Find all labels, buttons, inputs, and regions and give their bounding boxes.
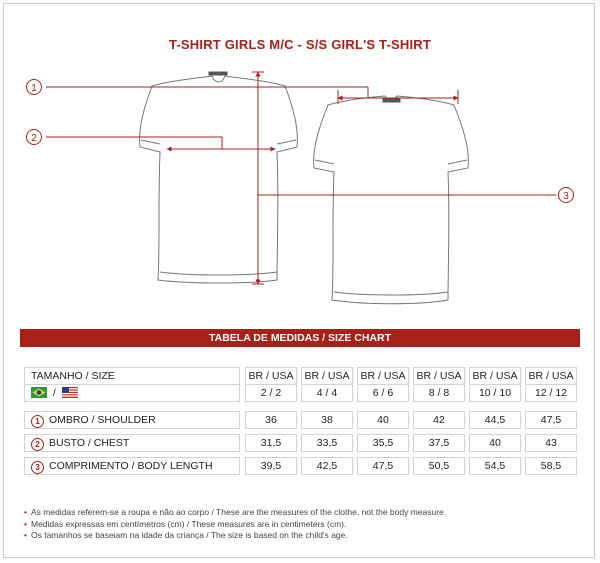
- flags-separator: /: [52, 387, 56, 399]
- size-column-header: BR / USA: [357, 367, 409, 385]
- brazil-flag-icon: [31, 387, 47, 398]
- row-number-icon: 2: [31, 438, 44, 451]
- measure-row-label: [24, 434, 240, 452]
- notes: [24, 507, 446, 542]
- measure-value: 31,5: [245, 434, 297, 452]
- measure-value: 47,5: [357, 457, 409, 475]
- note-item: • Os tamanhos se baseiam na idade da criança / The size is based on the child's age.: [24, 530, 348, 540]
- measure-value: 42,5: [301, 457, 353, 475]
- tshirt-front-drawing: [140, 72, 298, 283]
- measure-value: 36: [245, 411, 297, 429]
- size-label: TAMANHO / SIZE: [31, 370, 115, 382]
- measure-value: 40: [469, 434, 521, 452]
- flags-cell: [24, 384, 240, 402]
- svg-text:2: 2: [31, 133, 37, 144]
- size-column-header: BR / USA: [245, 367, 297, 385]
- row-label-text: OMBRO / SHOULDER: [49, 414, 156, 426]
- measure-value: 39,5: [245, 457, 297, 475]
- measure-value: 47,5: [525, 411, 577, 429]
- measure-value: 33,5: [301, 434, 353, 452]
- row-number-icon: 3: [31, 461, 44, 474]
- usa-flag-icon: [62, 387, 78, 398]
- note-item: • As medidas referem-se a roupa e não ao corpo / These are the measures of the clothe, not the body measure.: [24, 507, 447, 517]
- row-label-text: BUSTO / CHEST: [49, 437, 130, 449]
- size-value: 4 / 4: [301, 384, 353, 402]
- marker-1: [27, 80, 42, 95]
- measure-value: 50,5: [413, 457, 465, 475]
- measure-value: 35,5: [357, 434, 409, 452]
- measure-value: 43: [525, 434, 577, 452]
- note-item: • Medidas expressas em centímetros (cm) / These measures are in centimeters (cm).: [24, 518, 347, 529]
- svg-text:3: 3: [563, 191, 569, 202]
- measure-value: 38: [301, 411, 353, 429]
- size-value: 8 / 8: [413, 384, 465, 402]
- measure-value: 44,5: [469, 411, 521, 429]
- marker-3: [559, 188, 574, 203]
- marker-2: [27, 130, 42, 145]
- svg-text:1: 1: [31, 83, 37, 94]
- size-value: 6 / 6: [357, 384, 409, 402]
- measure-value: 54,5: [469, 457, 521, 475]
- size-value: 12 / 12: [525, 384, 577, 402]
- size-value: 2 / 2: [245, 384, 297, 402]
- measure-value: 58,5: [525, 457, 577, 475]
- tshirt-back-drawing: [314, 96, 469, 304]
- measure-row-label: [24, 411, 240, 429]
- measure-value: 42: [413, 411, 465, 429]
- size-label-cell: [24, 367, 240, 385]
- size-value: 10 / 10: [469, 384, 521, 402]
- row-label-text: COMPRIMENTO / BODY LENGTH: [49, 460, 213, 472]
- row-number-icon: 1: [31, 415, 44, 428]
- measure-value: 40: [357, 411, 409, 429]
- measure-value: 37,5: [413, 434, 465, 452]
- size-column-header: BR / USA: [525, 367, 577, 385]
- size-column-header: BR / USA: [413, 367, 465, 385]
- size-column-header: BR / USA: [301, 367, 353, 385]
- measure-row-label: [24, 457, 240, 475]
- page-title: T-SHIRT GIRLS M/C - S/S GIRL'S T-SHIRT: [168, 37, 432, 52]
- size-column-header: BR / USA: [469, 367, 521, 385]
- size-chart-heading: TABELA DE MEDIDAS / SIZE CHART: [20, 329, 580, 347]
